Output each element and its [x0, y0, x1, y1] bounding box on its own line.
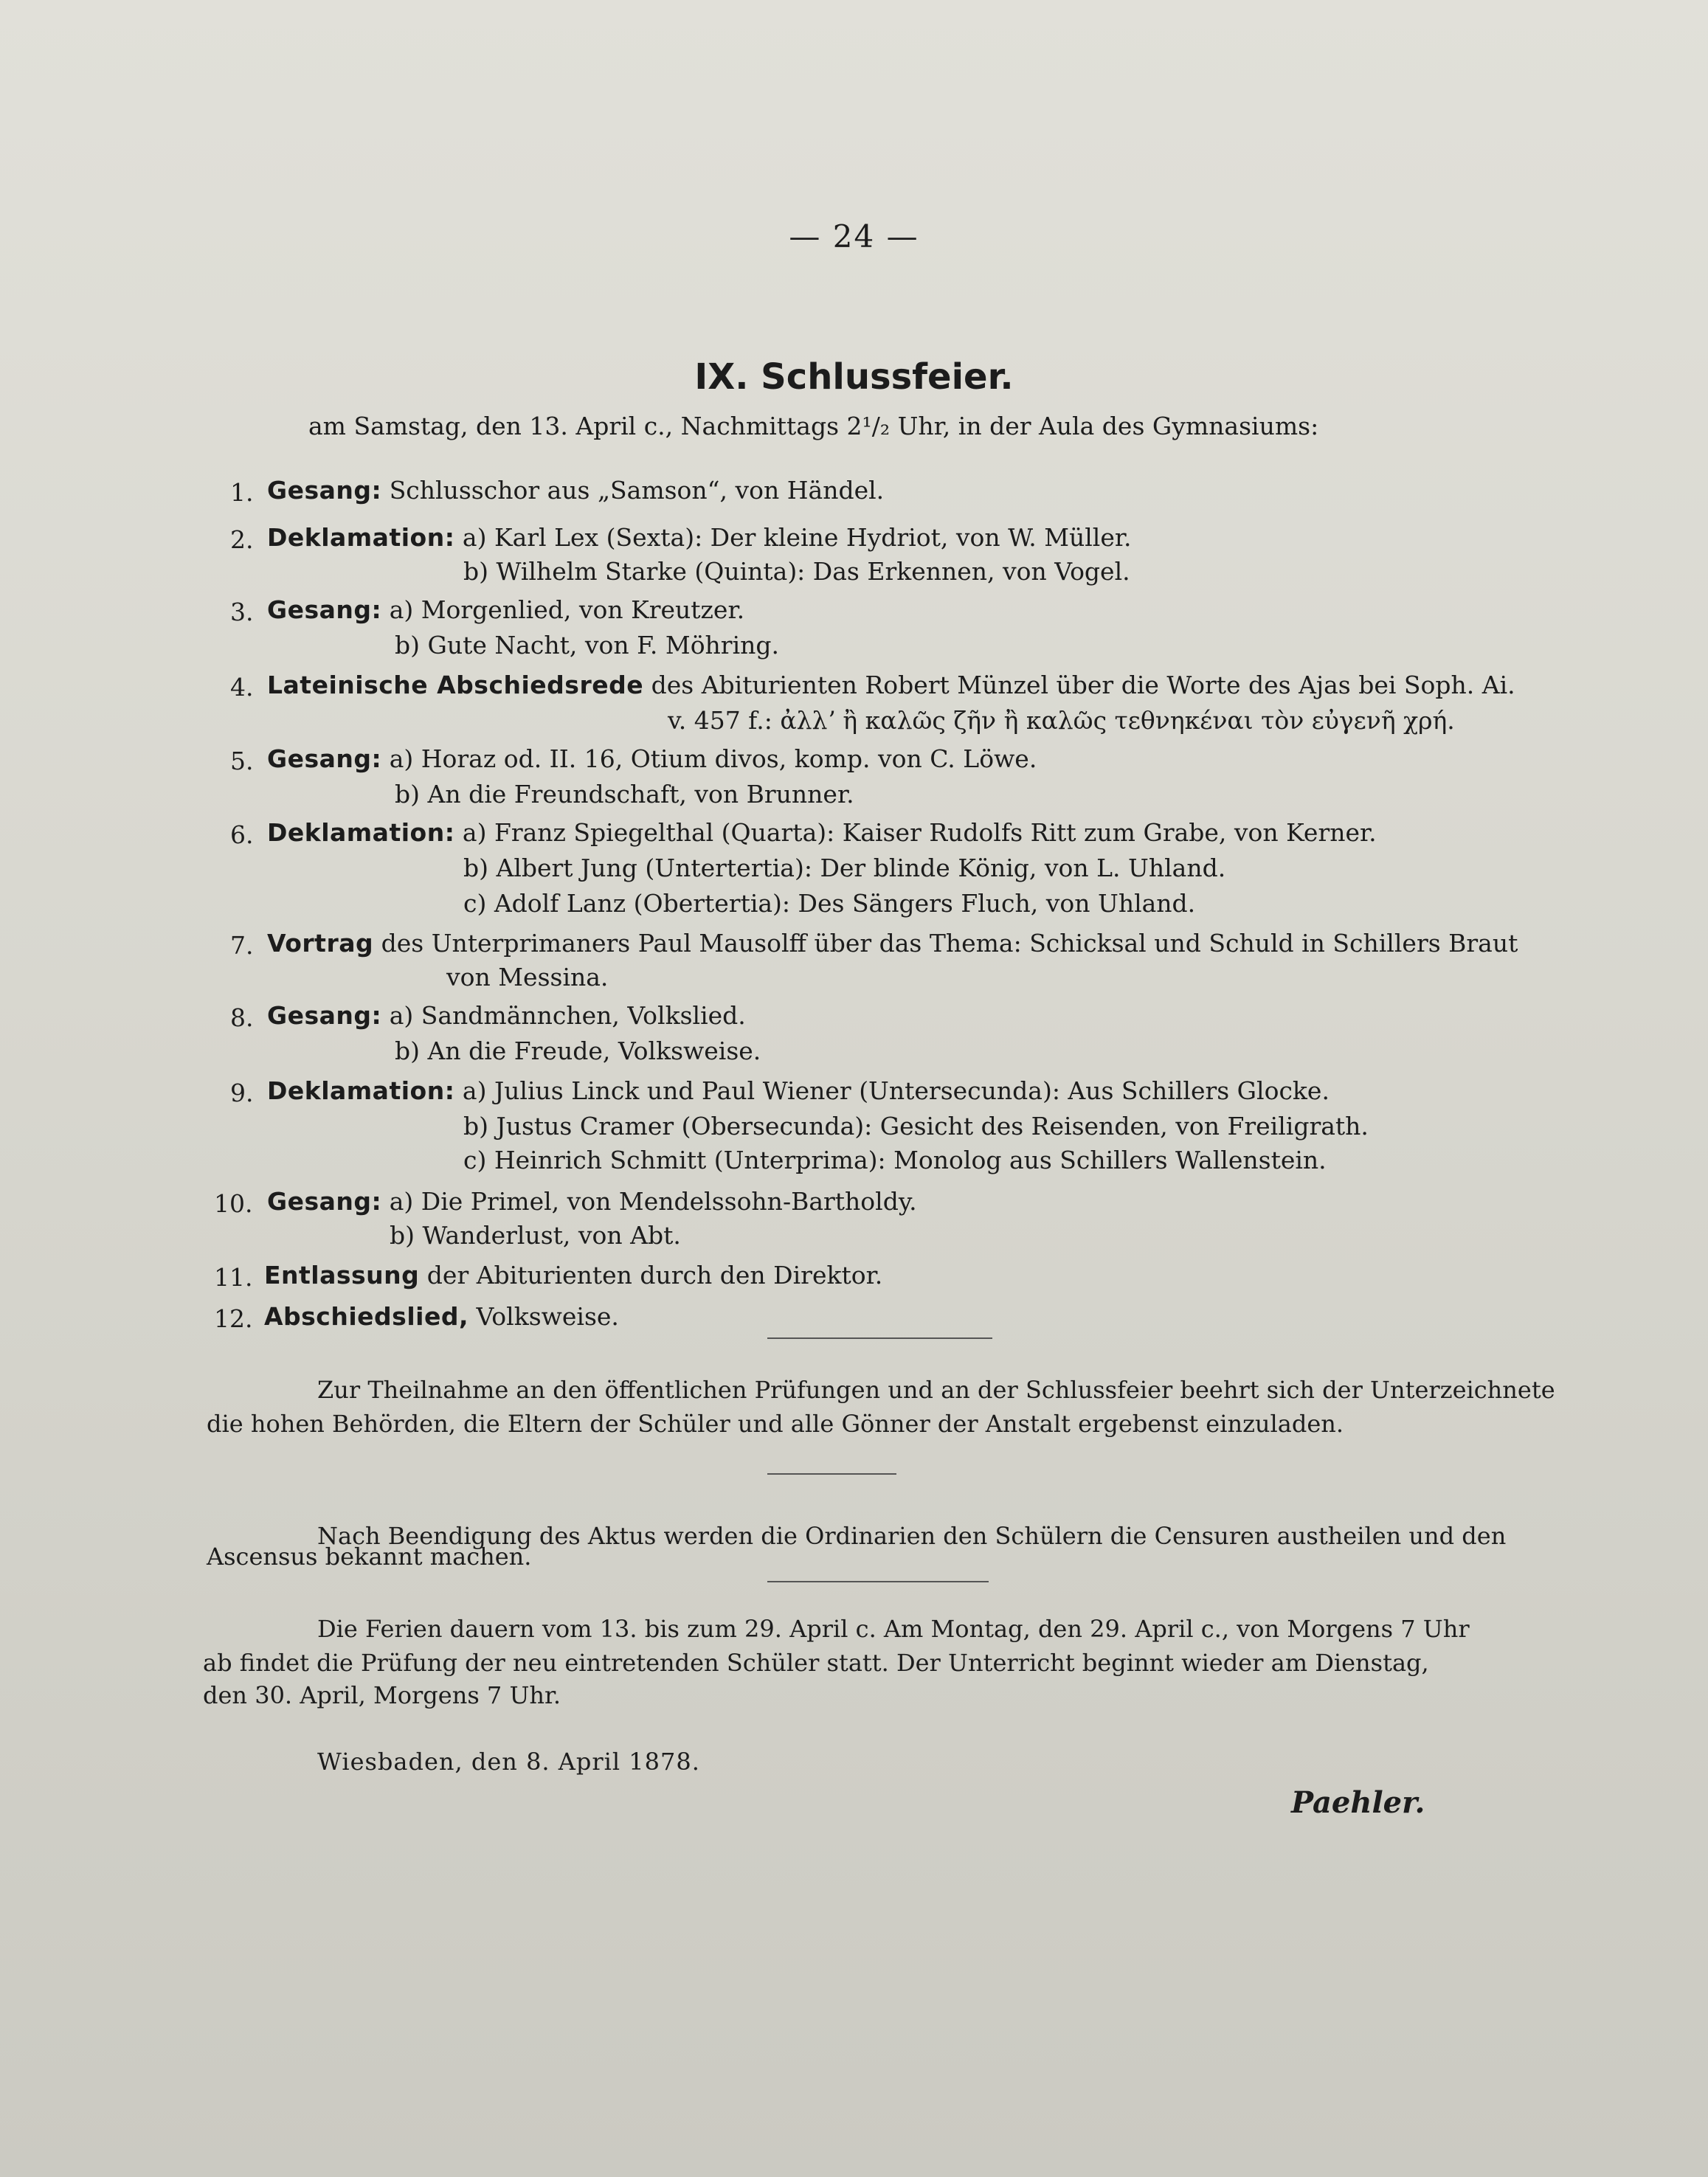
program-item	[267, 1189, 917, 1214]
item-kind: Lateinische Abschiedsrede	[267, 671, 644, 699]
item-line: c) Heinrich Schmitt (Unterprima): Monolog aus Schillers Wallenstein.	[463, 1146, 1327, 1174]
item-line: b) Justus Cramer (Obersecunda): Gesicht des Reisenden, von Freiligrath.	[463, 1112, 1369, 1141]
holidays-line: den 30. April, Morgens 7 Uhr.	[203, 1681, 561, 1709]
item-line: b) An die Freude, Volksweise.	[395, 1036, 761, 1065]
item-line: a) Horaz od. II. 16, Otium divos, komp. von C. Löwe.	[389, 744, 1037, 773]
program-item	[264, 1304, 619, 1329]
censures-line: Ascensus bekannt machen.	[207, 1543, 532, 1571]
item-kind: Gesang:	[267, 595, 382, 624]
item-kind: Gesang:	[267, 744, 382, 773]
item-line: des Unterprimaners Paul Mausolff über das Thema: Schicksal und Schuld in Schillers Braut	[381, 929, 1518, 958]
section-title: IX. Schlussfeier.	[694, 356, 1014, 398]
holidays-line: ab findet die Prüfung der neu eintretenden Schüler statt. Der Unterricht beginnt wieder am Dienstag,	[203, 1649, 1429, 1677]
place-date: Wiesbaden, den 8. April 1878.	[317, 1748, 700, 1776]
program-item	[267, 744, 1037, 773]
item-line: der Abiturienten durch den Direktor.	[426, 1261, 883, 1290]
item-line: Volksweise.	[476, 1302, 619, 1331]
item-line: a) Julius Linck und Paul Wiener (Untersecunda): Aus Schillers Glocke.	[462, 1076, 1330, 1105]
item-line: a) Die Primel, von Mendelssohn-Bartholdy.	[389, 1187, 917, 1216]
separator-rule	[767, 1473, 896, 1475]
item-kind: Entlassung	[264, 1261, 420, 1290]
item-line: a) Karl Lex (Sexta): Der kleine Hydriot, von W. Müller.	[462, 523, 1132, 552]
program-item	[267, 595, 745, 624]
program-item	[264, 1261, 883, 1290]
item-line: Schlusschor aus „Samson“, von Händel.	[389, 476, 885, 505]
item-kind: Gesang:	[267, 1001, 382, 1030]
program-item	[267, 1076, 1330, 1105]
invite-line: Zur Theilnahme an den öffentlichen Prüfungen und an der Schlussfeier beehrt sich der Unterzeichnete	[317, 1376, 1555, 1404]
censures-line: Nach Beendigung des Aktus werden die Ordinarien den Schülern die Censuren austheilen und den	[317, 1522, 1507, 1550]
invite-line: die hohen Behörden, die Eltern der Schüler und alle Gönner der Anstalt ergebenst einzuladen.	[207, 1410, 1344, 1438]
item-line: b) Wanderlust, von Abt.	[390, 1221, 681, 1250]
section-subtitle: am Samstag, den 13. April c., Nachmittags 2¹/₂ Uhr, in der Aula des Gymnasiums:	[308, 412, 1319, 440]
item-line: a) Sandmännchen, Volkslied.	[389, 1001, 746, 1030]
item-number: 1.	[230, 478, 254, 507]
signature: Paehler.	[1291, 1785, 1425, 1820]
item-kind: Deklamation:	[267, 523, 455, 552]
item-number: 2.	[230, 525, 254, 554]
item-number: 10.	[214, 1189, 253, 1218]
item-line: b) An die Freundschaft, von Brunner.	[395, 780, 854, 809]
separator-rule	[767, 1581, 989, 1582]
separator-rule	[767, 1337, 992, 1339]
item-number: 4.	[230, 673, 254, 702]
item-kind: Gesang:	[267, 1187, 382, 1216]
program-item	[267, 476, 885, 505]
item-line: des Abiturienten Robert Münzel über die Worte des Ajas bei Soph. Ai.	[651, 671, 1515, 699]
item-kind: Abschiedslied,	[264, 1302, 469, 1331]
program-item	[267, 929, 1518, 958]
item-number: 7.	[230, 931, 254, 960]
item-line: v. 457 f.: ἀλλʼ ἢ καλῶς ζῆν ἢ καλῶς τεθνηκέναι τὸν εὐγενῆ χρή.	[668, 706, 1455, 735]
item-number: 6.	[230, 820, 254, 849]
program-item	[267, 820, 1377, 845]
item-line: b) Albert Jung (Untertertia): Der blinde König, von L. Uhland.	[463, 854, 1226, 882]
item-number: 5.	[230, 747, 254, 775]
item-line: von Messina.	[446, 963, 609, 991]
item-kind: Vortrag	[267, 929, 374, 958]
item-kind: Gesang:	[267, 476, 382, 505]
item-kind: Deklamation:	[267, 818, 455, 847]
program-item	[267, 525, 1132, 550]
item-kind: Deklamation:	[267, 1076, 455, 1105]
item-number: 11.	[214, 1263, 253, 1292]
item-number: 3.	[230, 598, 254, 626]
item-number: 12.	[214, 1304, 253, 1333]
page-number: — 24 —	[789, 218, 919, 255]
item-number: 8.	[230, 1003, 254, 1032]
item-line: b) Gute Nacht, von F. Möhring.	[395, 631, 780, 660]
program-item	[267, 673, 1515, 697]
item-line: a) Franz Spiegelthal (Quarta): Kaiser Rudolfs Ritt zum Grabe, von Kerner.	[462, 818, 1377, 847]
item-line: a) Morgenlied, von Kreutzer.	[389, 595, 745, 624]
holidays-line: Die Ferien dauern vom 13. bis zum 29. April c. Am Montag, den 29. April c., von Morgens 7 Uhr	[317, 1615, 1470, 1643]
item-line: b) Wilhelm Starke (Quinta): Das Erkennen, von Vogel.	[463, 557, 1130, 586]
program-item	[267, 1003, 746, 1028]
item-line: c) Adolf Lanz (Obertertia): Des Sängers Fluch, von Uhland.	[463, 889, 1196, 918]
item-number: 9.	[230, 1079, 254, 1107]
